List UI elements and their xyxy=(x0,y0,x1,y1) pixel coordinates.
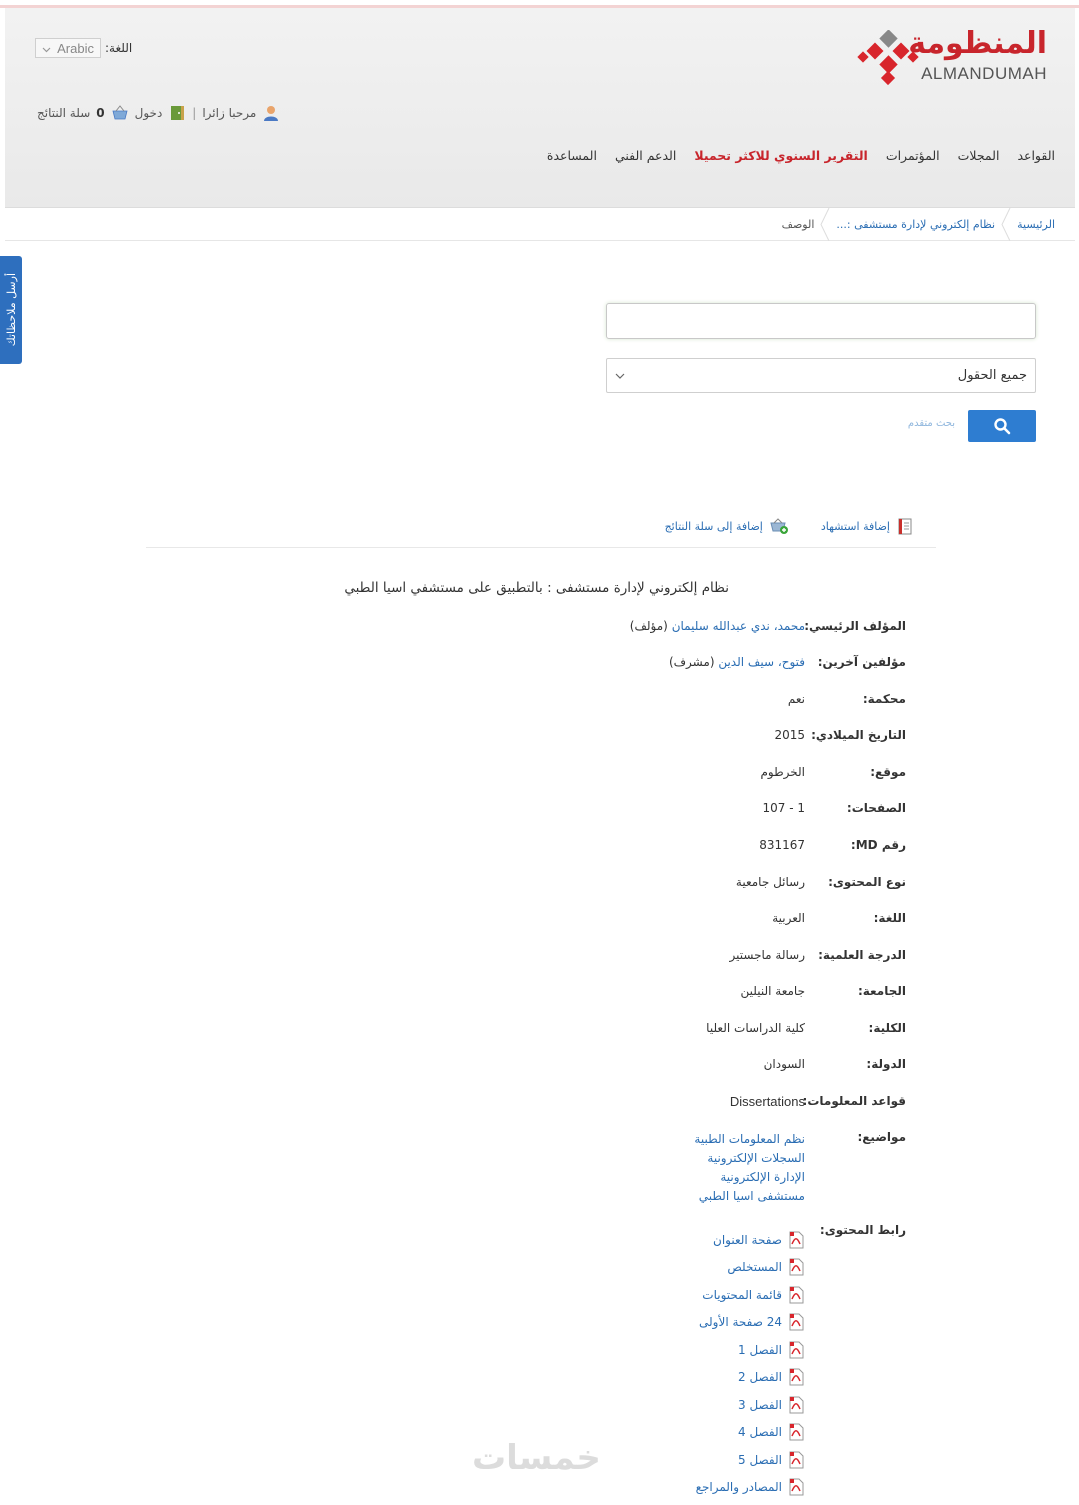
nav-item-journals[interactable]: المجلات xyxy=(957,148,1000,163)
breadcrumb-current: الوصف xyxy=(781,217,815,231)
welcome-text: مرحبا زائرا xyxy=(202,106,257,120)
chevron-down-icon xyxy=(42,41,51,56)
content-link-item[interactable] xyxy=(696,1364,805,1392)
field-value-databases: Dissertations xyxy=(729,1094,805,1109)
add-to-cart-label: إضافة إلى سلة النتائج xyxy=(664,519,763,533)
main-author-role: (مؤلف) xyxy=(629,619,668,633)
nav-item-annual-report[interactable]: التقرير السنوي للاكثر تحميلا xyxy=(694,148,868,163)
site-header xyxy=(5,8,1075,208)
field-value-degree: رسالة ماجستير xyxy=(729,948,805,962)
field-value-language: العربية xyxy=(772,911,805,925)
login-link[interactable]: دخول xyxy=(134,106,163,120)
add-to-cart-button[interactable] xyxy=(665,514,789,538)
content-link-item[interactable] xyxy=(696,1336,805,1364)
feedback-label: أرسل ملاحظاتك xyxy=(4,273,18,347)
field-value-university: جامعة النيلين xyxy=(740,984,805,998)
content-link-label: 24 صفحة الأولى xyxy=(699,1315,782,1330)
content-link-item[interactable] xyxy=(696,1254,805,1282)
field-label-university: الجامعة: xyxy=(857,984,906,998)
field-label-language: اللغة: xyxy=(873,911,906,925)
field-label-location: موقع: xyxy=(870,765,906,779)
subject-link[interactable]: مستشفى اسيا الطبي xyxy=(698,1189,805,1203)
breadcrumb-separator-icon xyxy=(1001,208,1011,241)
breadcrumb-separator-icon xyxy=(820,208,830,241)
pdf-icon xyxy=(788,1286,805,1304)
record-title: نظام إلكتروني لإدارة مستشفى : بالتطبيق على مستشفي اسيا الطبي xyxy=(344,580,729,596)
record-actions xyxy=(146,514,936,548)
language-label: اللغة: xyxy=(105,41,133,55)
pdf-icon xyxy=(788,1478,805,1496)
search-field-select[interactable] xyxy=(606,358,1036,393)
citation-icon xyxy=(896,517,914,535)
pdf-icon xyxy=(788,1368,805,1386)
content-link-label: صفحة العنوان xyxy=(713,1232,782,1247)
search-button[interactable] xyxy=(968,410,1036,442)
field-label-main-author: المؤلف الرئيسي: xyxy=(804,619,906,633)
divider: | xyxy=(192,106,197,120)
content-link-label: المصادر والمراجع xyxy=(695,1480,782,1495)
content-link-item[interactable] xyxy=(696,1309,805,1337)
field-value-country: السودان xyxy=(763,1057,805,1071)
field-label-content-link: رابط المحتوى: xyxy=(819,1223,906,1237)
field-value-content-type: رسائل جامعية xyxy=(735,875,805,889)
content-link-label: المستخلص xyxy=(727,1260,782,1275)
pdf-icon xyxy=(788,1258,805,1276)
field-label-pages: الصفحات: xyxy=(846,801,906,815)
field-label-subjects: مواضيع: xyxy=(857,1130,906,1144)
content-link-item[interactable] xyxy=(696,1446,805,1474)
field-label-md-number: رقم MD: xyxy=(850,838,906,852)
main-author-link[interactable]: محمد، ندي عبدالله سليمان xyxy=(671,619,805,633)
field-value-date: 2015 xyxy=(774,728,805,742)
field-value-md-number: 831167 xyxy=(759,838,805,852)
user-icon xyxy=(262,104,280,122)
basket-icon[interactable] xyxy=(111,104,129,122)
logo-english-text: ALMANDUMAH xyxy=(921,64,1047,83)
field-label-faculty: الكلية: xyxy=(868,1021,906,1035)
add-citation-label: إضافة استشهاد xyxy=(820,519,890,533)
field-value-pages: 1 - 107 xyxy=(762,801,805,815)
content-link-label: الفصل 5 xyxy=(737,1452,782,1467)
field-value-main-author xyxy=(630,619,805,633)
field-label-databases: قواعد المعلومات: xyxy=(802,1094,906,1108)
search-field-value: جميع الحقول xyxy=(957,368,1027,383)
field-value-peer-reviewed: نعم xyxy=(787,692,805,706)
content-link-label: قائمة المحتويات xyxy=(702,1287,782,1302)
pdf-icon xyxy=(788,1341,805,1359)
field-label-country: الدولة: xyxy=(866,1057,906,1071)
search-input[interactable] xyxy=(606,303,1036,339)
field-label-peer-reviewed: محكمة: xyxy=(862,692,906,706)
chevron-down-icon xyxy=(615,368,625,383)
content-links-list xyxy=(696,1226,805,1501)
pdf-icon xyxy=(788,1396,805,1414)
content-link-label: الفصل 3 xyxy=(737,1397,782,1412)
cart-count: 0 xyxy=(96,106,105,120)
almandumah-logo[interactable] xyxy=(857,26,1047,88)
other-author-role: (مشرف) xyxy=(668,655,715,669)
subject-link[interactable]: نظم المعلومات الطبية xyxy=(694,1132,805,1146)
nav-item-help[interactable]: المساعدة xyxy=(546,148,597,163)
content-link-item[interactable] xyxy=(696,1391,805,1419)
watermark: خمسات xyxy=(472,1438,601,1478)
cart-label[interactable]: سلة النتائج xyxy=(37,106,91,120)
language-select[interactable] xyxy=(35,38,101,58)
content-link-item[interactable] xyxy=(696,1226,805,1254)
content-link-item[interactable] xyxy=(696,1281,805,1309)
field-label-date: التاريخ الميلادي: xyxy=(811,728,906,742)
nav-item-conferences[interactable]: المؤتمرات xyxy=(885,148,940,163)
main-nav xyxy=(547,148,1055,163)
field-value-faculty: كلية الدراسات العليا xyxy=(706,1021,805,1035)
add-basket-icon xyxy=(769,517,789,535)
content-link-label: الفصل 4 xyxy=(737,1425,782,1440)
breadcrumb xyxy=(5,208,1075,241)
language-value: Arabic xyxy=(57,40,94,56)
subject-link[interactable]: السجلات الإلكترونية xyxy=(707,1151,805,1165)
nav-item-databases[interactable]: القواعد xyxy=(1017,148,1055,163)
field-label-content-type: نوع المحتوى: xyxy=(828,875,906,889)
content-link-label: الفصل 1 xyxy=(737,1342,782,1357)
add-citation-button[interactable] xyxy=(821,514,914,538)
search-icon xyxy=(993,417,1011,435)
breadcrumb-home[interactable]: الرئيسية xyxy=(1017,217,1055,231)
feedback-tab[interactable] xyxy=(0,256,22,364)
login-door-icon[interactable] xyxy=(168,104,186,122)
field-label-other-authors: مؤلفين آخرين: xyxy=(817,655,906,669)
content-link-item[interactable] xyxy=(696,1419,805,1447)
pdf-icon xyxy=(788,1423,805,1441)
logo-arabic-text: المنظومة xyxy=(908,26,1047,61)
content-link-item[interactable] xyxy=(696,1474,805,1502)
subject-link[interactable]: الإدارة الإلكترونية xyxy=(720,1170,805,1184)
field-value-location: الخرطوم xyxy=(760,765,805,779)
language-switcher xyxy=(35,38,132,58)
nav-item-support[interactable]: الدعم الفني xyxy=(614,148,677,163)
field-label-degree: الدرجة العلمية: xyxy=(818,948,906,962)
other-author-link[interactable]: فتوح، سيف الدين xyxy=(718,655,805,669)
breadcrumb-record[interactable]: نظام إلكتروني لإدارة مستشفى :... xyxy=(836,217,996,231)
user-bar xyxy=(37,104,280,122)
advanced-search-link[interactable]: بحث متقدم xyxy=(907,418,955,429)
content-link-label: الفصل 2 xyxy=(737,1370,782,1385)
field-value-other-authors xyxy=(669,655,805,669)
subjects-list xyxy=(694,1130,805,1206)
pdf-icon xyxy=(788,1451,805,1469)
pdf-icon xyxy=(788,1313,805,1331)
pdf-icon xyxy=(788,1231,805,1249)
